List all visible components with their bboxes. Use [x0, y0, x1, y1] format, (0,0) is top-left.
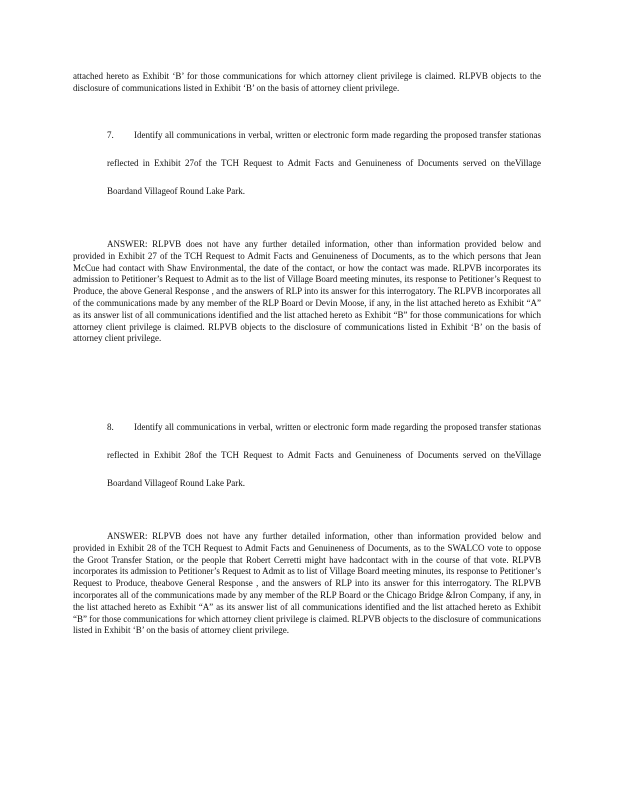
answer-7: ANSWER: RLPVB does not have any further detailed information, other than information provided below and provided in Exhibit 27 of the TCH Request to Admit Facts and Genuineness of Documents, as to the which persons that Jean McCue had contact with Shaw Environmental, the date of the contact, or how the contact was made. RLPVB incorporates its admission to Petitioner’s Request to Admit as to the list of Village Board meeting minutes, its response to Petitioner’s Request to Produce, the above General Response , and the answers of RLP into its answer for this interrogatory. The RLPVB incorporates all of the communications made by any member of the RLP Board or Devin Moose, if any, in the list attached hereto as Exhibit “A” as its answer list of all communications identified and the list attached hereto as Exhibit “B” for those communications for which attorney client privilege is claimed. RLPVB objects to the disclosure of communications listed in Exhibit ‘B’ on the basis of attorney client privilege.	[73, 239, 541, 344]
interrogatory-8-body: Identify all communications in verbal, written or electronic form made regarding the proposed transfer stationas reflected in Exhibit 28of the TCH Request to Admit Facts and Genuineness of Documents served on theVillage Boardand Villageof Round Lake Park.	[107, 422, 541, 488]
interrogatory-7-number: 7.	[107, 130, 114, 140]
interrogatory-7-body: Identify all communications in verbal, written or electronic form made regarding the proposed transfer stationas reflected in Exhibit 27of the TCH Request to Admit Facts and Genuineness of Documents served on theVillage Boardand Villageof Round Lake Park.	[107, 130, 541, 196]
interrogatory-7	[73, 121, 541, 205]
paragraph-privilege-continuation: attached hereto as Exhibit ‘B’ for those communications for which attorney client privilege is claimed. RLPVB objects to the disclosure of communications listed in Exhibit ‘B’ on the basis of attorney client privilege.	[73, 71, 541, 93]
answer-8: ANSWER: RLPVB does not have any further detailed information, other than information provided below and provided in Exhibit 28 of the TCH Request to Admit Facts and Genuineness of Documents, as to the SWALCO vote to oppose the Groot Transfer Station, or the people that Robert Cerretti might have hadcontact with in the course of that vote. RLPVB incorporates its admission to Petitioner’s Request to Admit as to list of Village Board meeting minutes, its response to Petitioner’s Request to Produce, theabove General Response , and the answers of RLP into its answer for this interrogatory. The RLPVB incorporates all of the communications made by any member of the RLP Board or the Chicago Bridge &Iron Company, if any, in the list attached hereto as Exhibit “A” as its answer list of all communications identified and the list attached hereto as Exhibit “B” for those communications for which attorney client privilege is claimed. RLPVB objects to the disclosure of communications listed in Exhibit ‘B’ on the basis of attorney client privilege.	[73, 531, 541, 636]
interrogatory-8-text	[73, 413, 541, 497]
interrogatory-7-text	[73, 121, 541, 205]
interrogatory-8-number: 8.	[107, 422, 114, 432]
interrogatory-8	[73, 413, 541, 497]
